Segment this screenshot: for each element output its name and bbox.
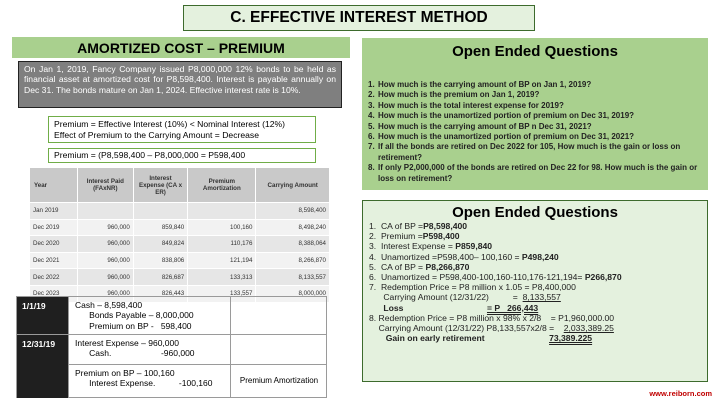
journal-line: Bonds Payable – 8,000,000 <box>75 310 194 321</box>
questions-panel <box>362 38 708 190</box>
journal-entry-1 <box>69 297 231 335</box>
question-item: 6. How much is the unamortized portion of premium on Dec 31, 2021? <box>368 132 635 142</box>
answer-8-carrying: Carrying Amount (12/31/22) P8,133,557x2/8 = 2,033,389.25 <box>378 322 614 333</box>
cell-premium-amortization: 110,176 <box>188 236 256 253</box>
answer-8: 8. Redemption Price = P8 million x 98% x 2/8 = P1,960,000.00 <box>369 312 615 323</box>
premium-computation-box: Premium = (P8,598,400 – P8,000,000 = P598,400 <box>48 148 316 163</box>
problem-statement: On Jan 1, 2019, Fancy Company issued P8,000,000 12% bonds to be held as financial asset at amortized cost for P8,598,400. Interest is payable annually on Dec 31. The bonds mature on Jan 1, 2024. Effective interest rate is 10%. <box>18 61 342 108</box>
question-item: 2. How much is the premium on Jan 1, 2019? <box>368 90 540 100</box>
journal-line: Premium on BP - 598,400 <box>75 320 192 331</box>
cell-interest-expense <box>133 203 187 220</box>
journal-note-2 <box>231 335 327 365</box>
answer-7-carrying: Carrying Amount (12/31/22) = 8,133,557 <box>383 292 561 303</box>
question-item: 7. If all the bonds are retired on Dec 2022 for 105, How much is the gain or loss on retirement? <box>368 142 681 162</box>
cell-carrying-amount: 8,266,870 <box>256 252 330 269</box>
answer-4: 4. Unamortized =P598,400– 100,160 = P498,240 <box>369 251 559 262</box>
table-row <box>30 269 330 286</box>
col-carrying-amount: Carrying Amount <box>256 168 330 203</box>
questions-list <box>368 80 704 184</box>
cell-interest-expense: 826,443 <box>133 285 187 301</box>
footer-website: www.reiborn.com <box>649 389 712 398</box>
cell-carrying-amount: 8,133,557 <box>256 269 330 286</box>
answer-6: 6. Unamortized = P598,400-100,160-110,176-121,194= P266,870 <box>369 271 622 282</box>
answers-list <box>369 221 705 343</box>
col-year: Year <box>30 168 77 203</box>
col-interest-expense: Interest Expense (CA x ER) <box>133 168 187 203</box>
cell-year: Dec 2021 <box>30 252 77 269</box>
table-row <box>30 219 330 236</box>
question-item: 1. How much is the carrying amount of BP on Jan 1, 2019? <box>368 80 592 89</box>
question-item: 4. How much is the unamortized portion of premium on Dec 31, 2019? <box>368 111 635 121</box>
journal-line: Premium on BP – 100,160 <box>75 368 175 378</box>
journal-note-1 <box>231 297 327 335</box>
cell-interest-paid: 960,000 <box>77 285 133 301</box>
cell-premium-amortization: 133,313 <box>188 269 256 286</box>
answers-panel <box>362 200 708 382</box>
table-header-row <box>30 168 330 203</box>
answers-title: Open Ended Questions <box>452 204 618 221</box>
cell-carrying-amount: 8,498,240 <box>256 219 330 236</box>
table-row <box>30 236 330 253</box>
journal-entry-3 <box>69 365 231 398</box>
main-title: C. EFFECTIVE INTEREST METHOD <box>183 5 535 31</box>
cell-interest-paid: 960,000 <box>77 252 133 269</box>
answer-7: 7. Redemption Price = P8 million x 1.05 = P8,400,000 <box>369 282 576 293</box>
journal-entry-2 <box>69 335 231 365</box>
cell-year: Dec 2019 <box>30 219 77 236</box>
cell-year: Dec 2022 <box>30 269 77 286</box>
cell-premium-amortization: 133,557 <box>188 285 256 301</box>
premium-rule-line: Premium = Effective Interest (10%) < Nominal Interest (12%) <box>54 119 286 129</box>
cell-year: Dec 2020 <box>30 236 77 253</box>
table-row <box>30 252 330 269</box>
cell-carrying-amount: 8,000,000 <box>256 285 330 301</box>
answer-8-gain: Gain on early retirement 73,389.225 <box>385 333 593 344</box>
cell-interest-expense: 859,840 <box>133 219 187 236</box>
cell-premium-amortization: 121,194 <box>188 252 256 269</box>
cell-year: Jan 2019 <box>30 203 77 220</box>
col-interest-paid: Interest Paid (FAxNR) <box>77 168 133 203</box>
journal-date-1: 1/1/19 <box>17 297 69 335</box>
premium-effect-line: Effect of Premium to the Carrying Amount = Decrease <box>54 130 259 140</box>
amortization-table <box>30 168 330 302</box>
cell-interest-paid: 960,000 <box>77 269 133 286</box>
answer-3: 3. Interest Expense = P859,840 <box>369 241 493 252</box>
answer-5: 5. CA of BP = P8,266,870 <box>369 261 470 272</box>
cell-interest-expense: 849,824 <box>133 236 187 253</box>
cell-premium-amortization <box>188 203 256 220</box>
answer-2: 2. Premium =P598,400 <box>369 231 460 242</box>
journal-line: Cash. -960,000 <box>75 348 195 359</box>
cell-premium-amortization: 100,160 <box>188 219 256 236</box>
answer-1: 1. CA of BP =P8,598,400 <box>369 221 468 231</box>
journal-line: Cash – 8,598,400 <box>75 300 143 310</box>
premium-rule-box <box>48 116 316 143</box>
col-premium-amortization: Premium Amortization <box>188 168 256 203</box>
journal-date-2: 12/31/19 <box>17 335 69 398</box>
cell-carrying-amount: 8,598,400 <box>256 203 330 220</box>
section-subtitle: AMORTIZED COST – PREMIUM <box>12 37 350 58</box>
cell-interest-paid: 960,000 <box>77 219 133 236</box>
answer-7-loss: Loss = P 266,443 <box>383 302 539 313</box>
journal-line: Interest Expense. -100,160 <box>75 378 213 389</box>
question-item: 3. How much is the total interest expense for 2019? <box>368 100 564 110</box>
journal-line: Interest Expense – 960,000 <box>75 338 179 348</box>
question-item: 5. How much is the carrying amount of BP n Dec 31, 2021? <box>368 121 592 131</box>
cell-carrying-amount: 8,388,064 <box>256 236 330 253</box>
cell-interest-paid: 960,000 <box>77 236 133 253</box>
journal-note-premium-amortization: Premium Amortization <box>239 376 319 385</box>
cell-year: Dec 2023 <box>30 285 77 301</box>
questions-title: Open Ended Questions <box>452 43 618 60</box>
journal-entries <box>16 296 327 398</box>
cell-interest-expense: 838,806 <box>133 252 187 269</box>
table-row <box>30 203 330 220</box>
question-item: 8. If only P2,000,000 of the bonds are retired on Dec 22 for 98. How much is the gain or loss on retirement? <box>368 163 698 183</box>
cell-interest-paid <box>77 203 133 220</box>
cell-interest-expense: 826,687 <box>133 269 187 286</box>
